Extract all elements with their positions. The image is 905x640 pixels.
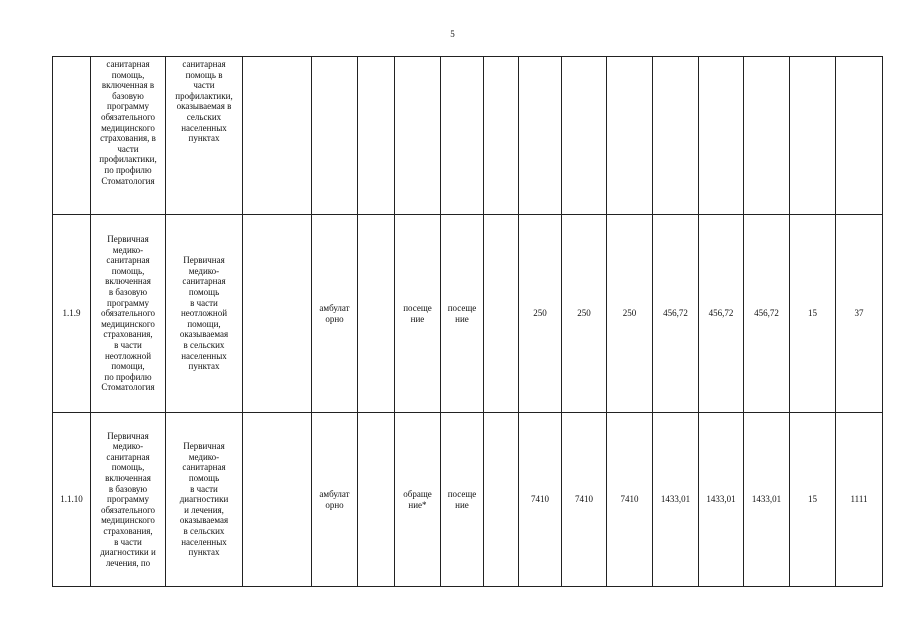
cell-text-line: оказываемая — [179, 515, 229, 526]
cell-text-line: медико- — [188, 265, 220, 276]
cell-text-line: страхования, — [103, 329, 153, 340]
cell-text-line: помощь — [188, 287, 220, 298]
cell-text-line: части — [117, 143, 139, 154]
cell-text-line: диагностики и — [100, 547, 156, 558]
cell-text-line: посеще — [447, 302, 477, 313]
table-cell-col11: 7410 — [562, 413, 607, 587]
cell-text-line: по профилю — [104, 164, 152, 175]
cell-text-line: базовую — [112, 90, 144, 101]
cell-text-line: в базовую — [108, 483, 148, 494]
cell-text-line: орно — [325, 313, 344, 324]
table-cell-col2 — [91, 215, 166, 413]
cell-text-line: обязательного — [100, 504, 156, 515]
cell-text-line: обязательного — [100, 111, 156, 122]
table-cell-col4 — [243, 413, 312, 587]
cell-text-line: санитарная — [182, 59, 226, 69]
cell-text-line: в сельских — [183, 525, 225, 536]
cell-text-line: лечения, по — [105, 557, 151, 568]
cell-text-line: помощь, — [111, 69, 145, 80]
table-cell-col17: 37 — [836, 215, 883, 413]
table-cell-number: 1.1.10 — [53, 413, 91, 587]
table-cell-number — [53, 57, 91, 215]
table-cell-col3 — [166, 413, 243, 587]
cell-text-line: в базовую — [108, 287, 148, 298]
table-row — [53, 413, 883, 587]
cell-text-line: по профилю — [104, 371, 152, 382]
cell-text-line: амбулат — [319, 302, 350, 313]
table-cell-col17 — [836, 57, 883, 215]
cell-text-line: в части — [190, 297, 218, 308]
cell-text-line: оказываемая в — [176, 101, 232, 112]
cell-text-line: включенная в — [101, 80, 155, 91]
cell-text-line: Первичная — [107, 430, 149, 441]
cell-text-line: медико- — [112, 441, 144, 452]
cell-text-line: санитарная — [182, 462, 226, 473]
cell-text-line: части — [193, 80, 215, 91]
table-cell-col12 — [607, 57, 653, 215]
cell-text-line: Стоматология — [101, 382, 155, 393]
table-cell-col7 — [395, 57, 441, 215]
cell-text-line: включенная — [105, 473, 151, 484]
cell-text-line: программу — [107, 494, 149, 505]
cell-text-line: ние* — [408, 499, 427, 510]
cell-text-line: санитарная — [106, 59, 150, 69]
table-cell-col16 — [790, 57, 836, 215]
table-row — [53, 57, 883, 215]
table-cell-col11: 250 — [562, 215, 607, 413]
cell-text-line: посеще — [447, 488, 477, 499]
cell-text-line: сельских — [186, 111, 222, 122]
table-cell-col5 — [312, 215, 358, 413]
page-number: 5 — [450, 29, 455, 39]
table-cell-col8 — [441, 215, 484, 413]
cell-text-line: санитарная — [182, 276, 226, 287]
table-cell-col5 — [312, 57, 358, 215]
table-cell-col15: 1433,01 — [744, 413, 790, 587]
table-cell-col17: 1111 — [836, 413, 883, 587]
cell-text-line: ние — [455, 499, 469, 510]
cell-text-line: амбулат — [319, 488, 350, 499]
cell-text-line: помощь, — [111, 462, 145, 473]
cell-text-line: посеще — [403, 302, 432, 313]
cell-text-line: программу — [107, 101, 149, 112]
cell-text-line: населенных — [181, 536, 227, 547]
table-cell-col9 — [484, 413, 519, 587]
cell-text-line: программу — [107, 297, 149, 308]
table-cell-col14: 1433,01 — [699, 413, 744, 587]
cell-text-line: медицинского — [101, 515, 155, 526]
table-cell-col13 — [653, 57, 699, 215]
table-cell-col12: 250 — [607, 215, 653, 413]
document-table — [52, 56, 883, 587]
table-cell-col11 — [562, 57, 607, 215]
table-cell-col7 — [395, 215, 441, 413]
table-cell-col9 — [484, 57, 519, 215]
cell-text-line: профилактики, — [99, 154, 157, 165]
table-cell-col6 — [358, 57, 395, 215]
table-cell-col6 — [358, 413, 395, 587]
cell-text-line: ние — [455, 313, 469, 324]
table-cell-col2 — [91, 57, 166, 215]
cell-text-line: населенных — [181, 350, 227, 361]
cell-text-line: медико- — [112, 244, 144, 255]
cell-text-line: пунктах — [188, 361, 220, 372]
table-cell-col4 — [243, 215, 312, 413]
cell-text-line: диагностики — [179, 494, 229, 505]
table-cell-col9 — [484, 215, 519, 413]
table-body — [53, 57, 883, 587]
table-cell-col4 — [243, 57, 312, 215]
table-cell-col3 — [166, 215, 243, 413]
table-cell-col5 — [312, 413, 358, 587]
table-cell-col10: 7410 — [519, 413, 562, 587]
cell-text-line: в части — [190, 483, 218, 494]
cell-text-line: Стоматология — [101, 175, 155, 186]
cell-text-line: обраще — [403, 488, 432, 499]
table-cell-col16: 15 — [790, 215, 836, 413]
table-cell-col13: 1433,01 — [653, 413, 699, 587]
cell-text-line: населенных — [181, 122, 227, 133]
cell-text-line: страхования, — [103, 525, 153, 536]
cell-text-line: Первичная — [183, 441, 225, 452]
table-cell-col14 — [699, 57, 744, 215]
table-cell-col16: 15 — [790, 413, 836, 587]
cell-text-line: включенная — [105, 276, 151, 287]
table-cell-col8 — [441, 413, 484, 587]
cell-text-line: помощи, — [111, 361, 145, 372]
table-cell-col3 — [166, 57, 243, 215]
table-cell-col13: 456,72 — [653, 215, 699, 413]
cell-text-line: оказываемая — [179, 329, 229, 340]
cell-text-line: медицинского — [101, 318, 155, 329]
cell-text-line: помощь — [188, 473, 220, 484]
table-cell-col10 — [519, 57, 562, 215]
cell-text-line: пунктах — [188, 133, 220, 144]
table-cell-col8 — [441, 57, 484, 215]
cell-text-line: ние — [410, 313, 425, 324]
cell-text-line: санитарная — [106, 255, 150, 266]
table-cell-number: 1.1.9 — [53, 215, 91, 413]
cell-text-line: орно — [325, 499, 344, 510]
cell-text-line: Первичная — [183, 255, 225, 266]
cell-text-line: пунктах — [188, 547, 220, 558]
cell-text-line: помощь, — [111, 265, 145, 276]
table-cell-col12: 7410 — [607, 413, 653, 587]
cell-text-line: санитарная — [106, 451, 150, 462]
cell-text-line: помощи, — [187, 318, 221, 329]
table-cell-col7 — [395, 413, 441, 587]
cell-text-line: и лечения, — [184, 504, 224, 515]
cell-text-line: медицинского — [101, 122, 155, 133]
table-cell-col6 — [358, 215, 395, 413]
cell-text-line: неотложной — [180, 308, 228, 319]
table-cell-col15: 456,72 — [744, 215, 790, 413]
cell-text-line: неотложной — [104, 350, 152, 361]
cell-text-line: обязательного — [100, 308, 156, 319]
table-cell-col14: 456,72 — [699, 215, 744, 413]
cell-text-line: медико- — [188, 451, 220, 462]
cell-text-line: Первичная — [107, 234, 149, 245]
table-cell-col15 — [744, 57, 790, 215]
cell-text-line: помощь в — [185, 69, 223, 80]
cell-text-line: профилактики, — [175, 90, 233, 101]
table-cell-col10: 250 — [519, 215, 562, 413]
table-cell-col2 — [91, 413, 166, 587]
cell-text-line: в части — [114, 536, 142, 547]
cell-text-line: в части — [114, 339, 142, 350]
cell-text-line: в сельских — [183, 339, 225, 350]
table-row — [53, 215, 883, 413]
cell-text-line: страхования, в — [100, 133, 156, 144]
